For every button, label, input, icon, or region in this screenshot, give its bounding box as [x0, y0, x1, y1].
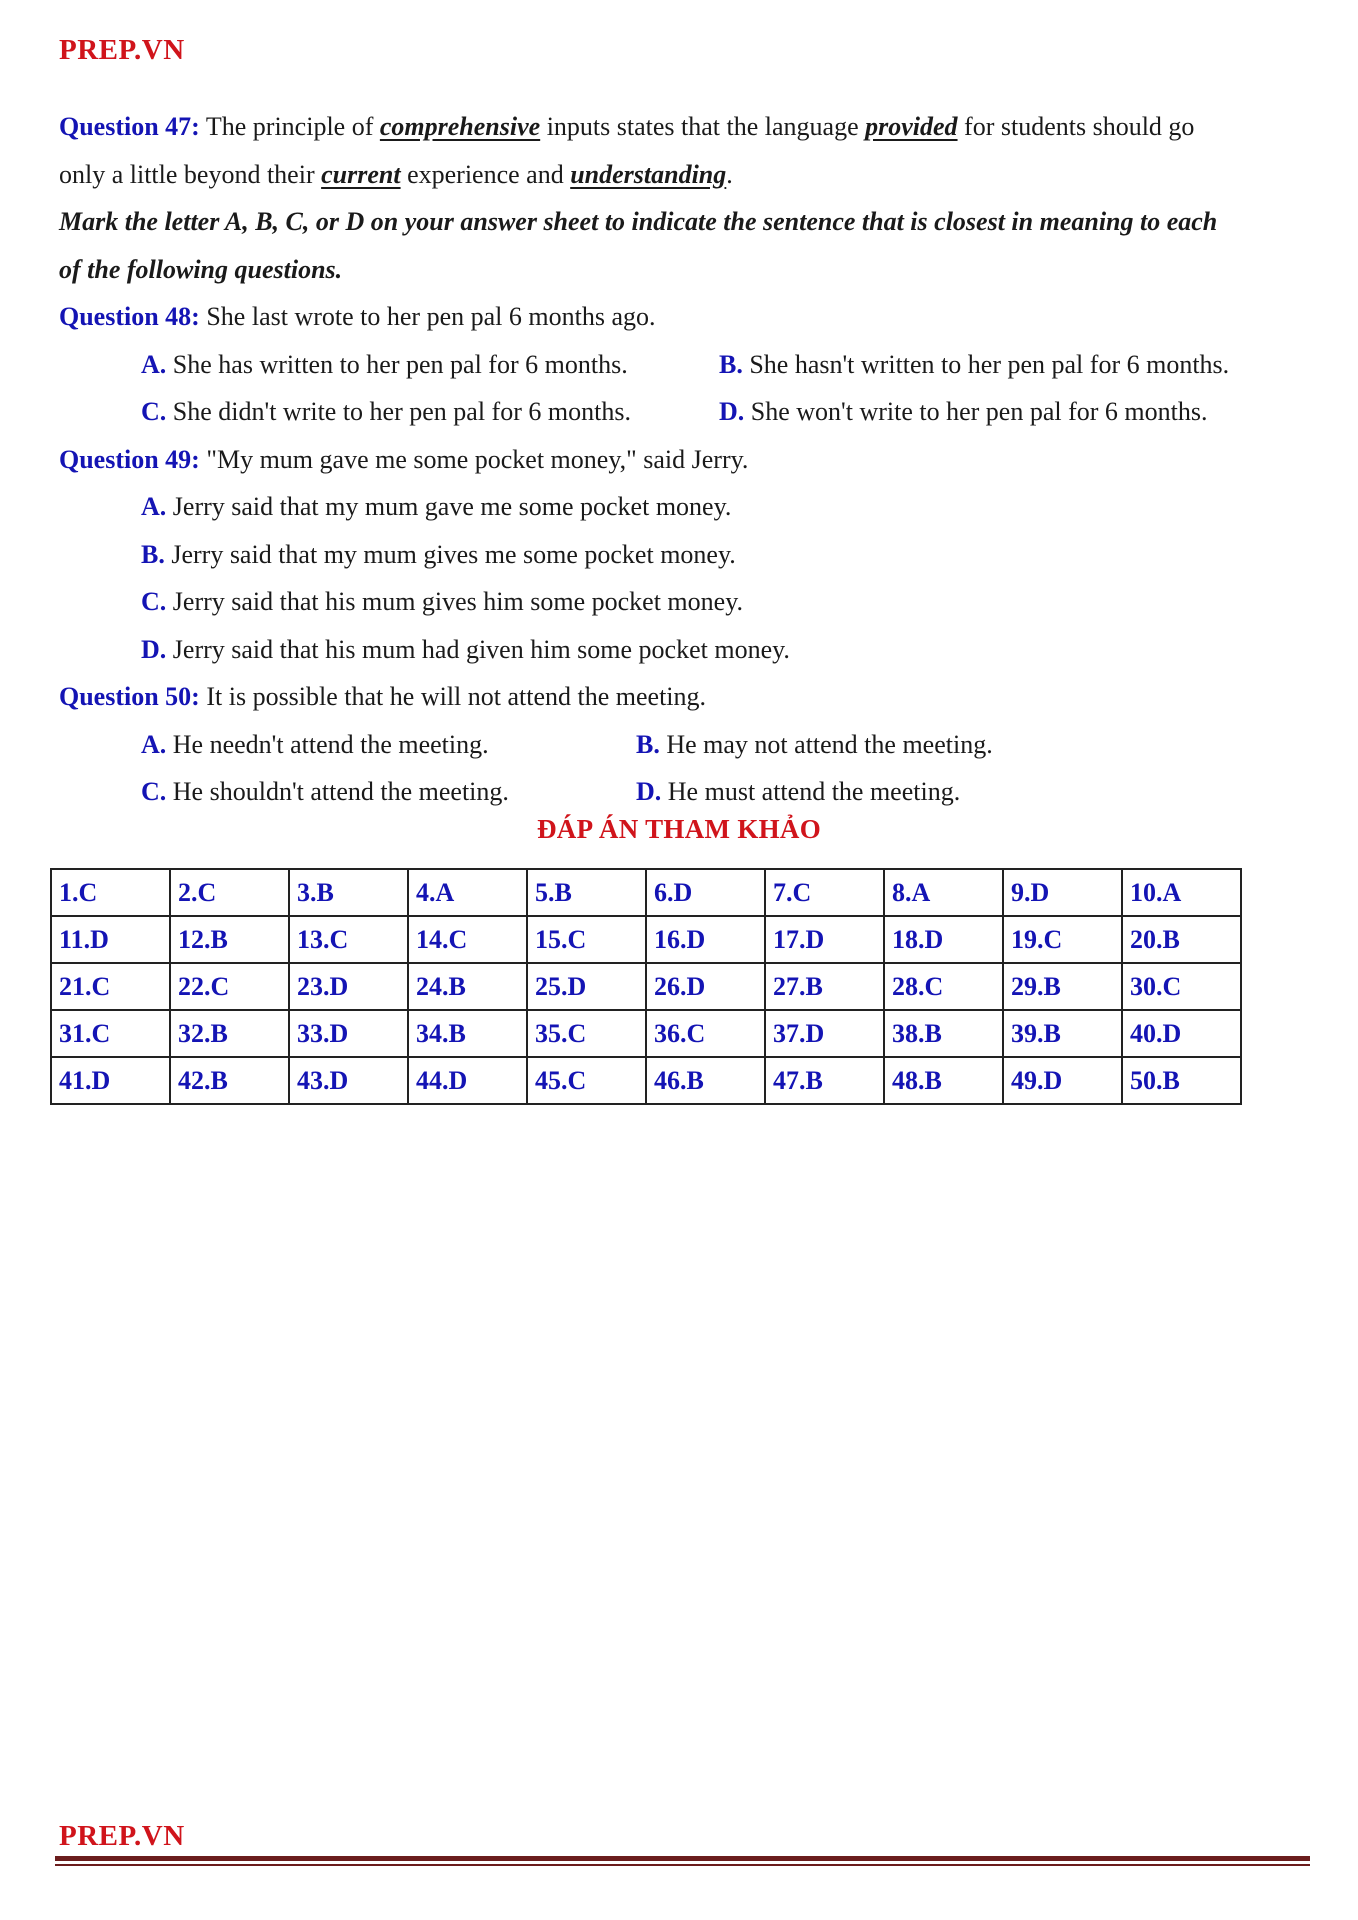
option-letter: C. — [141, 587, 167, 616]
question-49-option-a-row — [59, 483, 1299, 531]
question-49-option-c-row — [59, 578, 1299, 626]
answer-key-cell: 33.D — [289, 1010, 408, 1057]
brand-logo-bottom: PREP.VN — [59, 1820, 185, 1852]
question-47-label: Question 47: — [59, 112, 200, 141]
answer-key-cell: 31.C — [51, 1010, 170, 1057]
footer-rule — [55, 1856, 1310, 1861]
question-47-text: The principle of — [199, 112, 380, 141]
question-50-options-row-1 — [59, 721, 1299, 769]
answer-key-cell: 29.B — [1003, 963, 1122, 1010]
question-50-text: It is possible that he will not attend the meeting. — [199, 682, 707, 711]
answer-key-cell: 20.B — [1122, 916, 1241, 963]
question-48-options-row-2 — [59, 388, 1299, 436]
answer-key-cell: 24.B — [408, 963, 527, 1010]
question-49-option-b[interactable] — [141, 531, 736, 579]
question-49-option-d-row — [59, 626, 1299, 674]
answer-key-cell: 6.D — [646, 869, 765, 916]
option-text: She has written to her pen pal for 6 months. — [166, 349, 628, 379]
question-48-option-b[interactable] — [719, 341, 1229, 389]
answer-key-cell: 39.B — [1003, 1010, 1122, 1057]
answer-key-row — [51, 869, 1241, 916]
answer-key-cell: 47.B — [765, 1057, 884, 1104]
question-content — [59, 103, 1299, 816]
option-text: He may not attend the meeting. — [659, 729, 993, 759]
keyword-provided: provided — [865, 112, 958, 141]
answer-key-cell: 42.B — [170, 1057, 289, 1104]
option-letter: C. — [141, 777, 167, 806]
option-letter: A. — [141, 492, 167, 521]
answer-key-cell: 9.D — [1003, 869, 1122, 916]
question-50-options-row-2 — [59, 768, 1299, 816]
answer-key-cell: 35.C — [527, 1010, 646, 1057]
question-48-label: Question 48: — [59, 302, 200, 331]
answer-key-cell: 22.C — [170, 963, 289, 1010]
option-text: Jerry said that his mum gives him some pocket money. — [166, 587, 744, 616]
question-47-text: . — [726, 159, 733, 189]
question-48-options-row-1 — [59, 341, 1299, 389]
answer-key-cell: 28.C — [884, 963, 1003, 1010]
answer-key-cell: 18.D — [884, 916, 1003, 963]
option-letter: A. — [141, 349, 167, 379]
option-letter: C. — [141, 397, 167, 426]
question-50-option-a[interactable] — [141, 721, 489, 769]
question-48 — [59, 293, 1299, 341]
option-letter: D. — [141, 634, 167, 664]
question-50 — [59, 673, 1299, 721]
answer-key-cell: 26.D — [646, 963, 765, 1010]
question-49-option-c[interactable] — [141, 578, 743, 626]
answer-key-row — [51, 1010, 1241, 1057]
question-49-option-b-row — [59, 531, 1299, 579]
answer-key-cell: 1.C — [51, 869, 170, 916]
option-letter: B. — [719, 349, 743, 379]
option-text: He must attend the meeting. — [661, 777, 961, 806]
answer-key-table — [50, 868, 1242, 1105]
question-47-text: inputs states that the language — [540, 112, 866, 141]
answer-key-cell: 25.D — [527, 963, 646, 1010]
question-47-text: experience and — [400, 159, 571, 189]
answer-key-cell: 12.B — [170, 916, 289, 963]
answer-key-cell: 11.D — [51, 916, 170, 963]
option-text: She didn't write to her pen pal for 6 months. — [166, 397, 631, 426]
keyword-comprehensive: comprehensive — [379, 112, 541, 141]
option-letter: B. — [636, 729, 660, 759]
question-48-option-c[interactable] — [141, 388, 631, 436]
option-text: Jerry said that my mum gave me some pocket money. — [166, 492, 732, 521]
option-letter: B. — [141, 539, 165, 569]
question-50-option-d[interactable] — [636, 768, 960, 816]
option-letter: A. — [141, 729, 167, 759]
answer-key-cell: 45.C — [527, 1057, 646, 1104]
answer-key-cell: 17.D — [765, 916, 884, 963]
question-47-line-1 — [59, 103, 1299, 151]
answer-key-title: ĐÁP ÁN THAM KHẢO — [536, 814, 822, 844]
answer-key-cell: 10.A — [1122, 869, 1241, 916]
option-letter: D. — [636, 777, 662, 806]
answer-key-cell: 19.C — [1003, 916, 1122, 963]
keyword-current: current — [321, 159, 401, 189]
option-text: He needn't attend the meeting. — [166, 729, 489, 759]
answer-key-cell: 46.B — [646, 1057, 765, 1104]
footer-rule-thin — [55, 1864, 1310, 1866]
answer-key-cell: 50.B — [1122, 1057, 1241, 1104]
brand-logo-top: PREP.VN — [59, 34, 185, 66]
option-text: Jerry said that my mum gives me some pocket money. — [164, 539, 736, 569]
answer-key-cell: 13.C — [289, 916, 408, 963]
answer-key-cell: 27.B — [765, 963, 884, 1010]
answer-key-cell: 34.B — [408, 1010, 527, 1057]
answer-key-cell: 5.B — [527, 869, 646, 916]
option-text: Jerry said that his mum had given him some pocket money. — [166, 634, 790, 664]
answer-key-cell: 48.B — [884, 1057, 1003, 1104]
answer-key-cell: 43.D — [289, 1057, 408, 1104]
instruction-line-2: of the following questions. — [59, 254, 343, 284]
option-text: She hasn't written to her pen pal for 6 months. — [742, 349, 1230, 379]
option-letter: D. — [719, 397, 745, 426]
keyword-understanding: understanding — [570, 159, 727, 189]
question-47-text: for students should go — [957, 112, 1195, 141]
answer-key-cell: 44.D — [408, 1057, 527, 1104]
instruction-line-1: Mark the letter A, B, C, or D on your answer sheet to indicate the sentence that is closest in meaning to each — [59, 207, 1218, 236]
question-49-label: Question 49: — [59, 444, 200, 474]
answer-key-cell: 16.D — [646, 916, 765, 963]
answer-key-cell: 38.B — [884, 1010, 1003, 1057]
question-48-text: She last wrote to her pen pal 6 months ago. — [199, 302, 656, 331]
answer-key-cell: 21.C — [51, 963, 170, 1010]
question-49-option-d[interactable] — [141, 626, 790, 674]
question-50-option-b[interactable] — [636, 721, 993, 769]
question-47-line-2 — [59, 151, 1299, 199]
question-48-option-d[interactable] — [719, 388, 1208, 436]
answer-key-cell: 36.C — [646, 1010, 765, 1057]
answer-key-cell: 32.B — [170, 1010, 289, 1057]
answer-key-cell: 49.D — [1003, 1057, 1122, 1104]
question-49 — [59, 436, 1299, 484]
answer-key-cell: 3.B — [289, 869, 408, 916]
answer-key-cell: 15.C — [527, 916, 646, 963]
answer-key-cell: 23.D — [289, 963, 408, 1010]
question-50-option-c[interactable] — [141, 768, 509, 816]
answer-key-row — [51, 1057, 1241, 1104]
option-text: He shouldn't attend the meeting. — [166, 777, 509, 806]
answer-key-cell: 41.D — [51, 1057, 170, 1104]
answer-key-cell: 14.C — [408, 916, 527, 963]
question-48-option-a[interactable] — [141, 341, 628, 389]
answer-key-row — [51, 916, 1241, 963]
question-49-text: "My mum gave me some pocket money," said Jerry. — [199, 444, 749, 474]
answer-key-cell: 2.C — [170, 869, 289, 916]
answer-key-cell: 7.C — [765, 869, 884, 916]
question-47-text: only a little beyond their — [59, 159, 322, 189]
answer-key-row — [51, 963, 1241, 1010]
question-49-option-a[interactable] — [141, 483, 731, 531]
answer-key-cell: 4.A — [408, 869, 527, 916]
answer-key-cell: 30.C — [1122, 963, 1241, 1010]
answer-key-cell: 8.A — [884, 869, 1003, 916]
question-50-label: Question 50: — [59, 682, 200, 711]
answer-key-cell: 37.D — [765, 1010, 884, 1057]
answer-key-cell: 40.D — [1122, 1010, 1241, 1057]
option-text: She won't write to her pen pal for 6 months. — [744, 397, 1208, 426]
